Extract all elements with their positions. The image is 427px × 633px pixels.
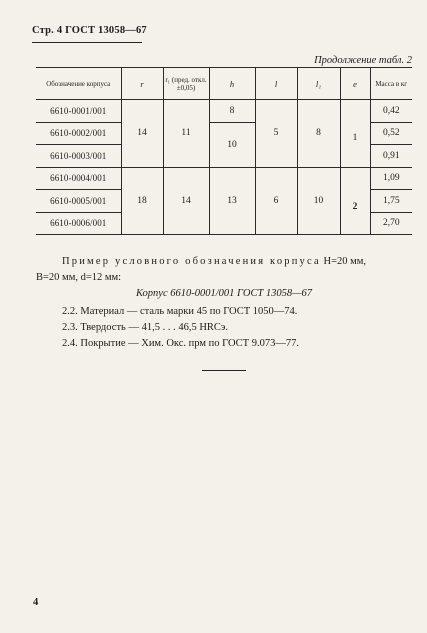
clause-hardness: 2.3. Твердость — 41,5 . . . 46,5 HRCэ. — [62, 322, 229, 333]
header-rule — [32, 42, 142, 43]
end-rule — [202, 370, 246, 371]
cell-mass: 1,75 — [370, 190, 412, 213]
col-header-designation: Обозначение корпуса — [36, 68, 121, 100]
cell-mass: 0,42 — [370, 100, 412, 123]
cell-l1: 10 — [297, 167, 340, 235]
cell-h: 8 — [209, 100, 255, 123]
page-header: Стр. 4 ГОСТ 13058—67 — [32, 25, 147, 36]
clause-material: 2.2. Материал — сталь марки 45 по ГОСТ 1050—74. — [62, 306, 298, 317]
col-header-mass: Масса в кг — [370, 68, 412, 100]
cell-mass: 0,91 — [370, 145, 412, 168]
cell-r1: 11 — [163, 100, 209, 168]
cell-e: 2 — [340, 167, 370, 235]
cell-mass: 0,52 — [370, 122, 412, 145]
cell-l1: 8 — [297, 100, 340, 168]
table-continuation-label: Продолжение табл. 2 — [314, 55, 412, 66]
cell-mass: 2,70 — [370, 212, 412, 235]
col-header-h: h — [209, 68, 255, 100]
cell-e: 1 — [340, 100, 370, 168]
cell-l: 6 — [255, 167, 297, 235]
cell-r1: 14 — [163, 167, 209, 235]
page-number: 4 — [33, 597, 39, 608]
cell-r: 14 — [121, 100, 163, 168]
cell-code: 6610-0006/001 — [36, 212, 121, 235]
designation-example — [36, 254, 414, 286]
col-header-r1: r₁ (пред. откл. ±0,05) — [163, 68, 209, 100]
table-row — [36, 100, 412, 123]
cell-code: 6610-0001/001 — [36, 100, 121, 123]
col-header-r: r — [121, 68, 163, 100]
cell-code: 6610-0002/001 — [36, 122, 121, 145]
clause-coating: 2.4. Покрытие — Хим. Окс. прм по ГОСТ 9.073—77. — [62, 338, 299, 349]
example-lead: Пример условного обозначения корпуса — [62, 256, 321, 267]
cell-code: 6610-0004/001 — [36, 167, 121, 190]
col-header-e: e — [340, 68, 370, 100]
table-header-row — [36, 68, 412, 100]
col-header-l: l — [255, 68, 297, 100]
cell-mass: 1,09 — [370, 167, 412, 190]
table-row — [36, 167, 412, 190]
col-header-l1: l₁ — [297, 68, 340, 100]
designation-text: Корпус 6610-0001/001 ГОСТ 13058—67 — [135, 288, 313, 299]
cell-h: 13 — [209, 167, 255, 235]
cell-code: 6610-0005/001 — [36, 190, 121, 213]
specs-table — [36, 67, 412, 235]
example-dimension-h: H=20 мм, — [323, 256, 367, 267]
cell-code: 6610-0003/001 — [36, 145, 121, 168]
cell-h: 10 — [209, 122, 255, 167]
cell-l: 5 — [255, 100, 297, 168]
example-dimensions-bd: B=20 мм, d=12 мм: — [36, 272, 122, 283]
cell-r: 18 — [121, 167, 163, 235]
